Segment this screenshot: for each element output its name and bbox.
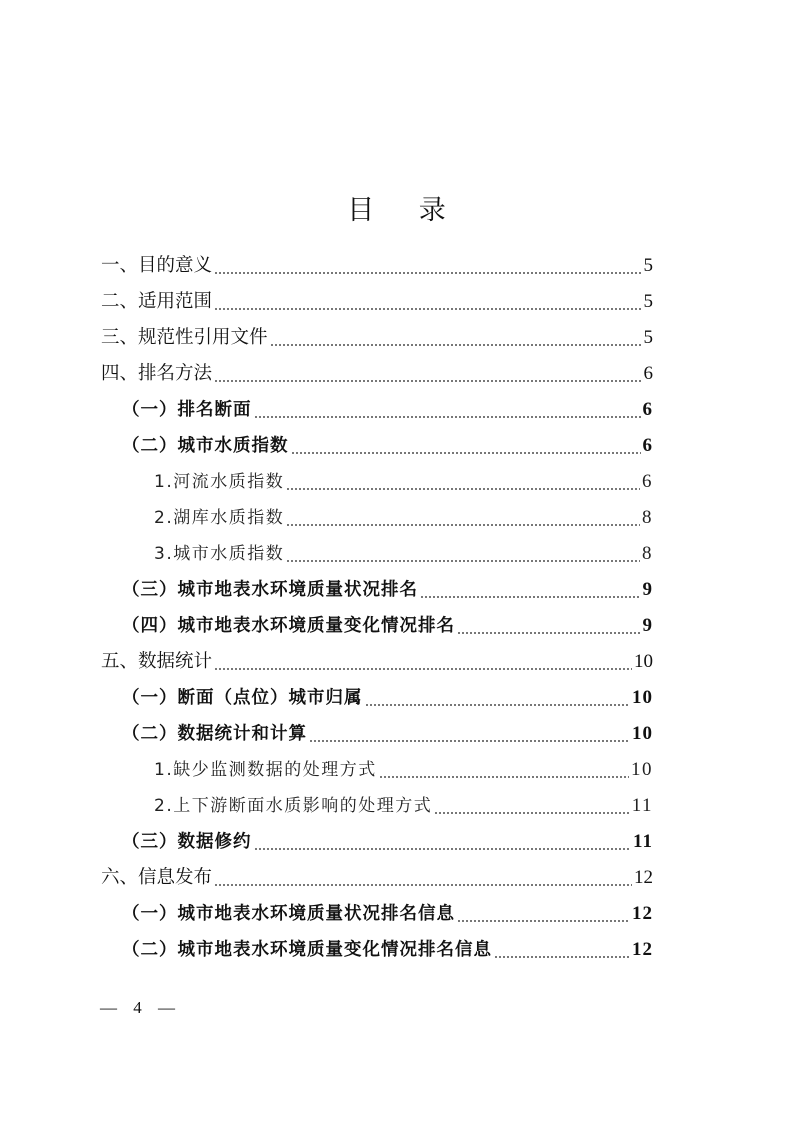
toc-entry-label: 1.河流水质指数: [154, 472, 285, 492]
dot-leader: [379, 752, 629, 788]
toc-entry-label: （一）断面（点位）城市归属: [122, 688, 363, 708]
dot-leader: [286, 500, 640, 536]
toc-entry[interactable]: [154, 464, 653, 500]
toc-entry-page: 10: [632, 723, 653, 744]
toc-entry-label: 3.城市水质指数: [154, 544, 285, 564]
toc-entry-page: 10: [632, 687, 653, 708]
toc-entry-page: 6: [642, 471, 653, 492]
toc-entry-label: （一）排名断面: [122, 400, 252, 420]
toc-entry-label: 二、适用范围: [101, 291, 213, 312]
dot-leader: [365, 680, 631, 716]
dot-leader: [254, 392, 641, 428]
toc-entry-page: 5: [643, 327, 653, 348]
dot-leader: [286, 464, 640, 500]
toc-entry[interactable]: [122, 572, 653, 608]
dot-leader: [434, 788, 629, 824]
toc-entry-label: 2.上下游断面水质影响的处理方式: [154, 796, 433, 816]
toc-entry[interactable]: [101, 860, 653, 896]
toc-entry[interactable]: [101, 320, 653, 356]
toc-entry-page: 10: [634, 651, 653, 672]
dot-leader: [309, 716, 630, 752]
toc-entry[interactable]: [101, 284, 653, 320]
toc-entry-page: 10: [631, 759, 653, 780]
toc-entry[interactable]: [122, 680, 653, 716]
dot-leader: [254, 824, 632, 860]
toc-entry-page: 8: [642, 543, 653, 564]
dot-leader: [494, 932, 630, 968]
toc-entry[interactable]: [122, 428, 653, 464]
dot-leader: [214, 644, 632, 680]
toc-entry-label: 四、排名方法: [101, 363, 213, 384]
toc-entry-label: （三）城市地表水环境质量状况排名: [122, 580, 418, 600]
toc-entry[interactable]: [154, 752, 653, 788]
toc-entry-label: 六、信息发布: [101, 867, 213, 888]
dot-leader: [214, 248, 641, 284]
toc-entry-page: 5: [643, 291, 653, 312]
toc-entry-page: 6: [642, 435, 653, 456]
toc-entry-page: 11: [633, 831, 653, 852]
toc-entry-page: 12: [632, 903, 653, 924]
dot-leader: [291, 428, 641, 464]
toc-entry[interactable]: [122, 608, 653, 644]
toc-entry-label: （四）城市地表水环境质量变化情况排名: [122, 616, 455, 636]
toc-entry-label: （二）城市地表水环境质量变化情况排名信息: [122, 940, 492, 960]
toc-entry-label: 2.湖库水质指数: [154, 508, 285, 528]
toc-entry[interactable]: [122, 824, 653, 860]
dot-leader: [420, 572, 641, 608]
dot-leader: [457, 896, 630, 932]
dot-leader: [214, 356, 641, 392]
toc-entry[interactable]: [122, 896, 653, 932]
toc-entry[interactable]: [154, 536, 653, 572]
toc-entry[interactable]: [101, 356, 653, 392]
toc-entry-page: 12: [632, 939, 653, 960]
toc-entry[interactable]: [101, 248, 653, 284]
toc-entry[interactable]: [154, 788, 653, 824]
toc-entry[interactable]: [154, 500, 653, 536]
toc-entry-label: （二）数据统计和计算: [122, 724, 307, 744]
page-title: 目 录: [347, 195, 464, 227]
toc-entry-label: 1.缺少监测数据的处理方式: [154, 760, 377, 780]
dot-leader: [286, 536, 640, 572]
dot-leader: [214, 284, 641, 320]
toc-entry[interactable]: [101, 644, 653, 680]
toc-entry-page: 6: [643, 363, 653, 384]
toc-entry[interactable]: [122, 932, 653, 968]
toc-entry-page: 12: [634, 867, 653, 888]
dot-leader: [270, 320, 642, 356]
dot-leader: [457, 608, 641, 644]
toc-entry[interactable]: [122, 392, 653, 428]
toc-entry-label: （三）数据修约: [122, 832, 252, 852]
toc-entry-page: 6: [642, 399, 653, 420]
toc-entry[interactable]: [122, 716, 653, 752]
toc-entry-page: 11: [631, 795, 653, 816]
toc-entry-label: 三、规范性引用文件: [101, 327, 268, 348]
toc-entry-label: 五、数据统计: [101, 651, 213, 672]
dot-leader: [214, 860, 632, 896]
toc-entry-page: 9: [642, 579, 653, 600]
toc-entry-page: 5: [643, 255, 653, 276]
toc-entry-label: （一）城市地表水环境质量状况排名信息: [122, 904, 455, 924]
toc-entry-label: 一、目的意义: [101, 255, 213, 276]
toc-entry-label: （二）城市水质指数: [122, 436, 289, 456]
toc-entry-page: 9: [642, 615, 653, 636]
toc-entry-page: 8: [642, 507, 653, 528]
page-number: — 4 —: [100, 998, 181, 1017]
